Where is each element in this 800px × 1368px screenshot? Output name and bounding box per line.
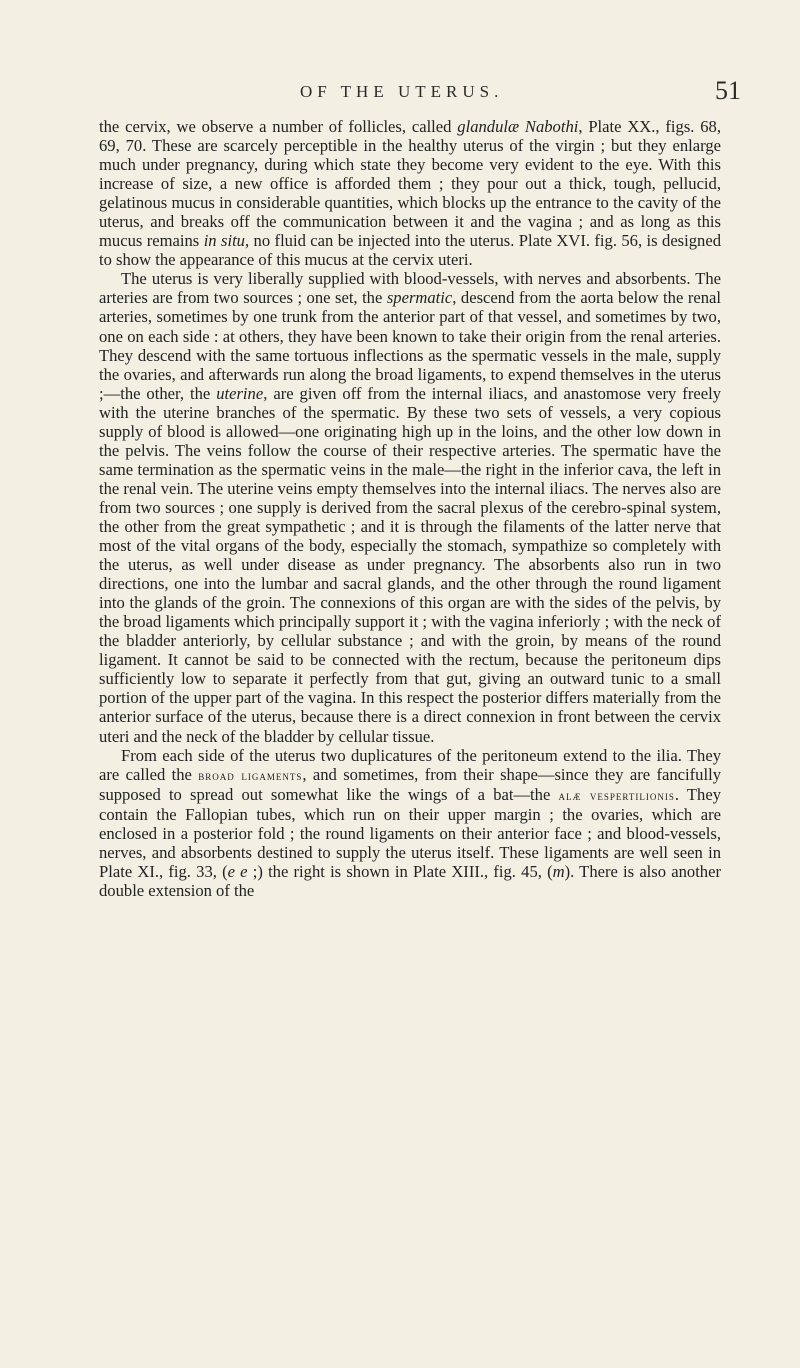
italic-term: in situ <box>203 231 245 251</box>
running-title: OF THE UTERUS. <box>300 82 504 101</box>
italic-term: spermatic <box>386 288 453 308</box>
paragraph <box>99 746 721 900</box>
body-text <box>99 117 721 900</box>
text-run: , and sometimes, from their shape—since they are fancifully supposed to spread out somewhat like the wings of a bat—the <box>99 764 721 804</box>
text-run: . They contain the Fallopian tubes, which run on their upper margin ; the ovaries, which are enclosed in a posterior fold ; the round ligaments on their anterior face ; and blood-vessels, nerves, and absorbents destined to supply the uterus itself. These ligaments are well seen in Plate XI., fig. 33, ( <box>99 784 721 881</box>
text-run: , descend from the aorta below the renal arteries, sometimes by one trunk from the anterior part of that vessel, and sometimes by two, one on each side : at others, they have been known to take their origin from the renal arteries. They descend with the same tortuous inflections as the spermatic vessels in the male, supply the ovaries, and afterwards run along the broad ligaments, to expend themselves in the uterus ;—the other, the <box>99 288 721 403</box>
italic-term: glandulæ Nabothi <box>457 117 579 136</box>
smallcaps-term: broad ligaments <box>198 767 303 783</box>
italic-term: uterine <box>216 383 264 403</box>
text-run: , are given off from the internal iliacs, and anastomose very freely with the uterine branches of the spermatic. By these two sets of vessels, a very copious supply of blood is allowed—one originating high up in the loins, and the other low down in the pelvis. The veins follow the course of their respective arteries. The spermatic have the same termination as the spermatic veins in the male—the right in the inferior cava, the left in the renal vein. The uterine veins empty themselves into the internal iliacs. The nerves also are from two sources ; one supply is derived from the sacral plexus of the cerebro-spinal system, the other from the great sympathetic ; and it is through the filaments of the latter nerve that most of the vital organs of the body, especially the stomach, sympathize so completely with the uterus, as well under disease as under pregnancy. The absorbents also run in two directions, one into the lumbar and sacral glands, and the other through the round ligament into the glands of the groin. The connexions of this organ are with the sides of the pelvis, by the broad ligaments which principally support it ; with the vagina inferiorly ; with the neck of the bladder anteriorly, by cellular substance ; and with the groin, by means of the round ligament. It cannot be said to be connected with the rectum, because the peritoneum dips sufficiently low to separate it perfectly from that gut, giving an outward tunic to a small portion of the upper part of the vagina. In this respect the posterior differs materially from the anterior surface of the uterus, because there is a direct connexion in front between the cervix uteri and the neck of the bladder by cellular tissue. <box>99 383 721 746</box>
smallcaps-term: alæ vespertilionis <box>558 787 675 803</box>
running-head <box>0 76 800 106</box>
italic-term: e e <box>227 861 248 881</box>
text-run: From each side of the uterus two duplicatures of the peritoneum extend to the ilia. They are called the <box>99 745 721 784</box>
text-run: ;) the right is shown in Plate XIII., fig. 45, ( <box>247 861 553 881</box>
paragraph <box>99 117 721 269</box>
text-run: ). There is also another double extension of the <box>99 861 721 900</box>
text-run: , Plate XX., figs. 68, 69, 70. These are scarcely perceptible in the healthy uterus of the virgin ; but they enlarge much under pregnancy, during which state they become very evident to the eye. With this increase of size, a new office is afforded them ; they pour out a thick, tough, pellucid, gelatinous mucus in considerable quantities, which blocks up the entrance to the cavity of the uterus, and breaks off the communication between it and the vagina ; and as long as this mucus remains <box>99 117 722 251</box>
paragraph <box>99 269 721 745</box>
italic-term: m <box>552 861 565 881</box>
text-run: , no fluid can be injected into the uterus. Plate XVI. fig. 56, is designed to show the appearance of this mucus at the cervix uteri. <box>99 231 722 270</box>
page-number: 51 <box>715 76 741 105</box>
text-run: the cervix, we observe a number of follicles, called <box>99 117 458 136</box>
text-run: The uterus is very liberally supplied with blood-vessels, with nerves and absorbents. The arteries are from two sources ; one set, the <box>99 269 721 308</box>
